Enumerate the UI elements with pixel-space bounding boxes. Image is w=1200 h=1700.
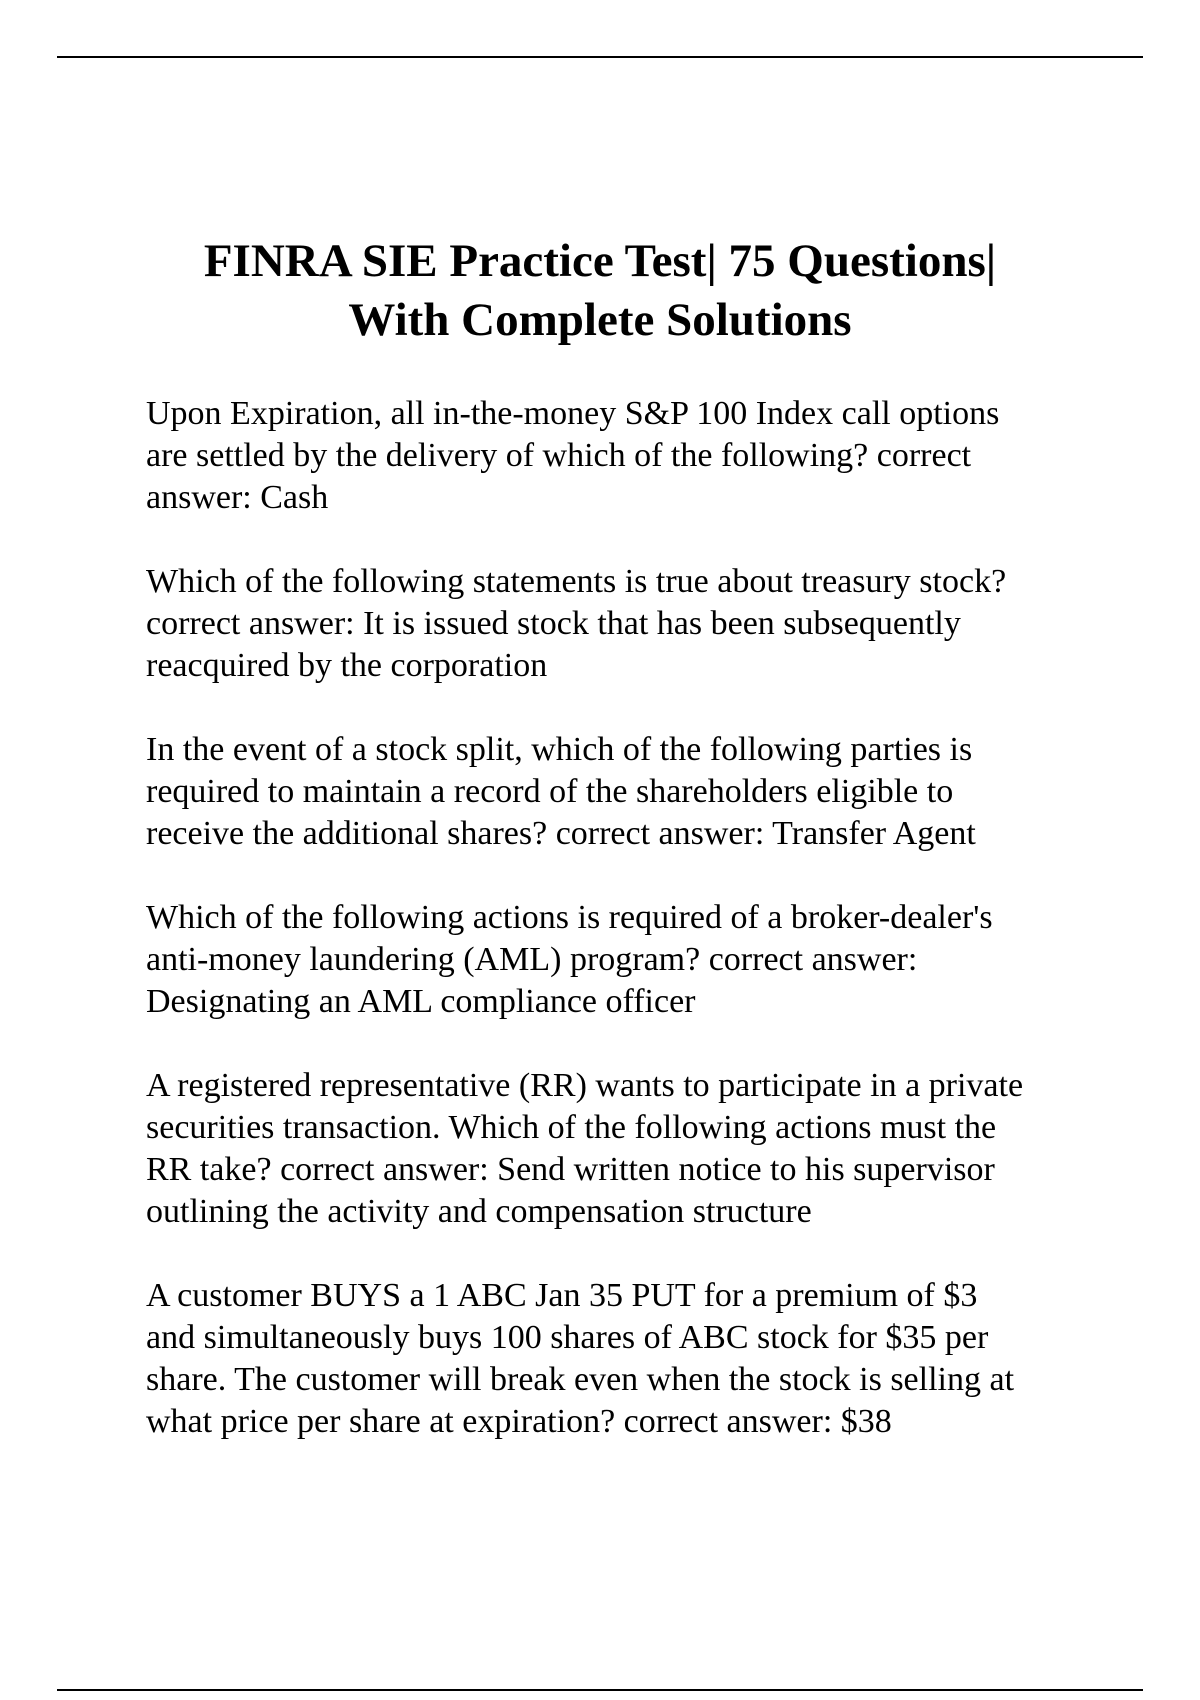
qa-item: [146, 393, 1106, 519]
qa-line: Which of the following actions is required of a broker-dealer's: [146, 899, 993, 936]
qa-line: Upon Expiration, all in-the-money S&P 100 Index call options: [146, 395, 1000, 432]
qa-line: and simultaneously buys 100 shares of ABC stock for $35 per: [146, 1319, 989, 1356]
qa-line: A customer BUYS a 1 ABC Jan 35 PUT for a premium of $3: [146, 1277, 978, 1314]
qa-line: Which of the following statements is true about treasury stock?: [146, 563, 1007, 600]
qa-item: [146, 729, 1106, 855]
qa-line: A registered representative (RR) wants to participate in a private: [146, 1067, 1024, 1104]
qa-line: outlining the activity and compensation structure: [146, 1193, 812, 1230]
qa-line: required to maintain a record of the shareholders eligible to: [146, 773, 954, 810]
qa-line: correct answer: It is issued stock that has been subsequently: [146, 605, 961, 642]
qa-item: [146, 1275, 1106, 1443]
qa-line: what price per share at expiration? correct answer: $38: [146, 1403, 892, 1440]
title-line: FINRA SIE Practice Test| 75 Questions|: [203, 235, 997, 287]
qa-line: receive the additional shares? correct answer: Transfer Agent: [146, 815, 976, 852]
qa-line: In the event of a stock split, which of the following parties is: [146, 731, 973, 768]
page-title: [0, 232, 1200, 350]
qa-line: securities transaction. Which of the following actions must the: [146, 1109, 997, 1146]
qa-line: answer: Cash: [146, 479, 329, 516]
bottom-divider: [57, 1689, 1143, 1691]
top-divider: [57, 56, 1143, 58]
qa-item: [146, 897, 1106, 1023]
qa-line: anti-money laundering (AML) program? correct answer:: [146, 941, 918, 978]
qa-item: [146, 1065, 1106, 1233]
qa-line: Designating an AML compliance officer: [146, 983, 696, 1020]
qa-line: RR take? correct answer: Send written notice to his supervisor: [146, 1151, 995, 1188]
question-answer-list: [146, 393, 1106, 1485]
title-line: With Complete Solutions: [348, 294, 852, 346]
qa-line: are settled by the delivery of which of the following? correct: [146, 437, 972, 474]
qa-line: reacquired by the corporation: [146, 647, 548, 684]
qa-line: share. The customer will break even when the stock is selling at: [146, 1361, 1015, 1398]
qa-item: [146, 561, 1106, 687]
